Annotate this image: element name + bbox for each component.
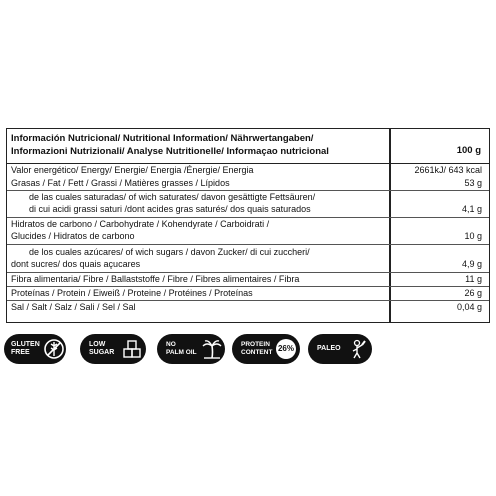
row-saturates (7, 191, 489, 218)
gluten-free-badge (4, 334, 66, 364)
row-salt (7, 301, 489, 314)
row-protein-label: Proteínas / Protein / Eiweiß / Proteine / Protéines / Proteínas (11, 288, 253, 298)
table-header (7, 129, 489, 164)
header-title-line1: Información Nutricional/ Nutritional Information/ Nährwertangaben/ (11, 133, 314, 144)
row-sugars-value: 4,9 g (461, 259, 482, 269)
row-fibre-label: Fibra alimentaria/ Fibre / Ballaststoffe / Fibre / Fibres alimentaires / Fibra (11, 274, 300, 284)
no-palm-oil-line2: PALM OIL (166, 348, 197, 356)
low-sugar-line2: SUGAR (89, 348, 115, 356)
low-sugar-badge (80, 334, 146, 364)
protein-percent-circle (276, 339, 296, 359)
row-energy-value: 2661kJ/ 643 kcal (414, 165, 482, 175)
badges-row (0, 334, 496, 370)
row-carbohydrate-label-1: Hidratos de carbono / Carbohydrate / Kohendyrate / Carboidrati / (11, 219, 270, 229)
header-title (11, 132, 329, 158)
row-energy-label: Valor energético/ Energy/ Energie/ Energia /Énergie/ Energia (11, 165, 254, 175)
row-saturates-value: 4,1 g (461, 204, 482, 214)
row-carbohydrate-value: 10 g (464, 231, 482, 241)
row-carbohydrate (7, 218, 489, 245)
row-salt-value: 0,04 g (456, 302, 482, 312)
palm-tree-icon (201, 338, 223, 360)
row-saturates-label-1: de las cuales saturadas/ of wich saturates/ davon gesättigte Fettsäuren/ (29, 192, 316, 202)
low-sugar-line1: LOW (89, 341, 106, 348)
caveman-icon (348, 338, 368, 360)
row-protein (7, 287, 489, 301)
no-palm-oil-badge (157, 334, 225, 364)
row-protein-value: 26 g (464, 288, 482, 298)
paleo-label: PALEO (317, 345, 341, 352)
protein-percent: 26% (277, 344, 294, 353)
gluten-free-line2: FREE (11, 348, 30, 356)
row-fat (7, 177, 489, 191)
row-fibre-value: 11 g (465, 274, 482, 284)
wheat-crossed-icon (44, 338, 64, 360)
row-fat-label: Grasas / Fat / Fett / Grassi / Matières grasses / Lípidos (11, 178, 230, 188)
protein-line1: PROTEIN (241, 341, 270, 348)
row-sugars (7, 245, 489, 273)
row-sugars-label-2: dont sucres/ dos quais açucares (11, 259, 141, 269)
header-title-line2: Informazioni Nutrizionali/ Analyse Nutritionelle/ Informaçao nutricional (11, 146, 329, 157)
row-fibre (7, 273, 489, 287)
protein-content-badge (232, 334, 300, 364)
row-sugars-label-1: de los cuales azúcares/ of wich sugars / davon Zucker/ di cui zuccheri/ (29, 247, 310, 257)
row-fat-value: 53 g (464, 178, 482, 188)
row-carbohydrate-label-2: Glucides / Hidratos de carbono (11, 231, 135, 241)
protein-line2: CONTENT (241, 348, 273, 356)
header-column-100g: 100 g (456, 145, 481, 156)
row-saturates-label-2: di cui acidi grassi saturi /dont acides gras saturés/ dos quais saturados (29, 204, 311, 214)
sugar-cubes-icon (122, 338, 142, 360)
paleo-badge (308, 334, 372, 364)
nutrition-table (6, 128, 490, 323)
row-energy (7, 164, 489, 177)
no-palm-oil-line1: NO (166, 341, 176, 348)
row-salt-label: Sal / Salt / Salz / Sali / Sel / Sal (11, 302, 136, 312)
gluten-free-line1: GLUTEN (11, 341, 40, 348)
